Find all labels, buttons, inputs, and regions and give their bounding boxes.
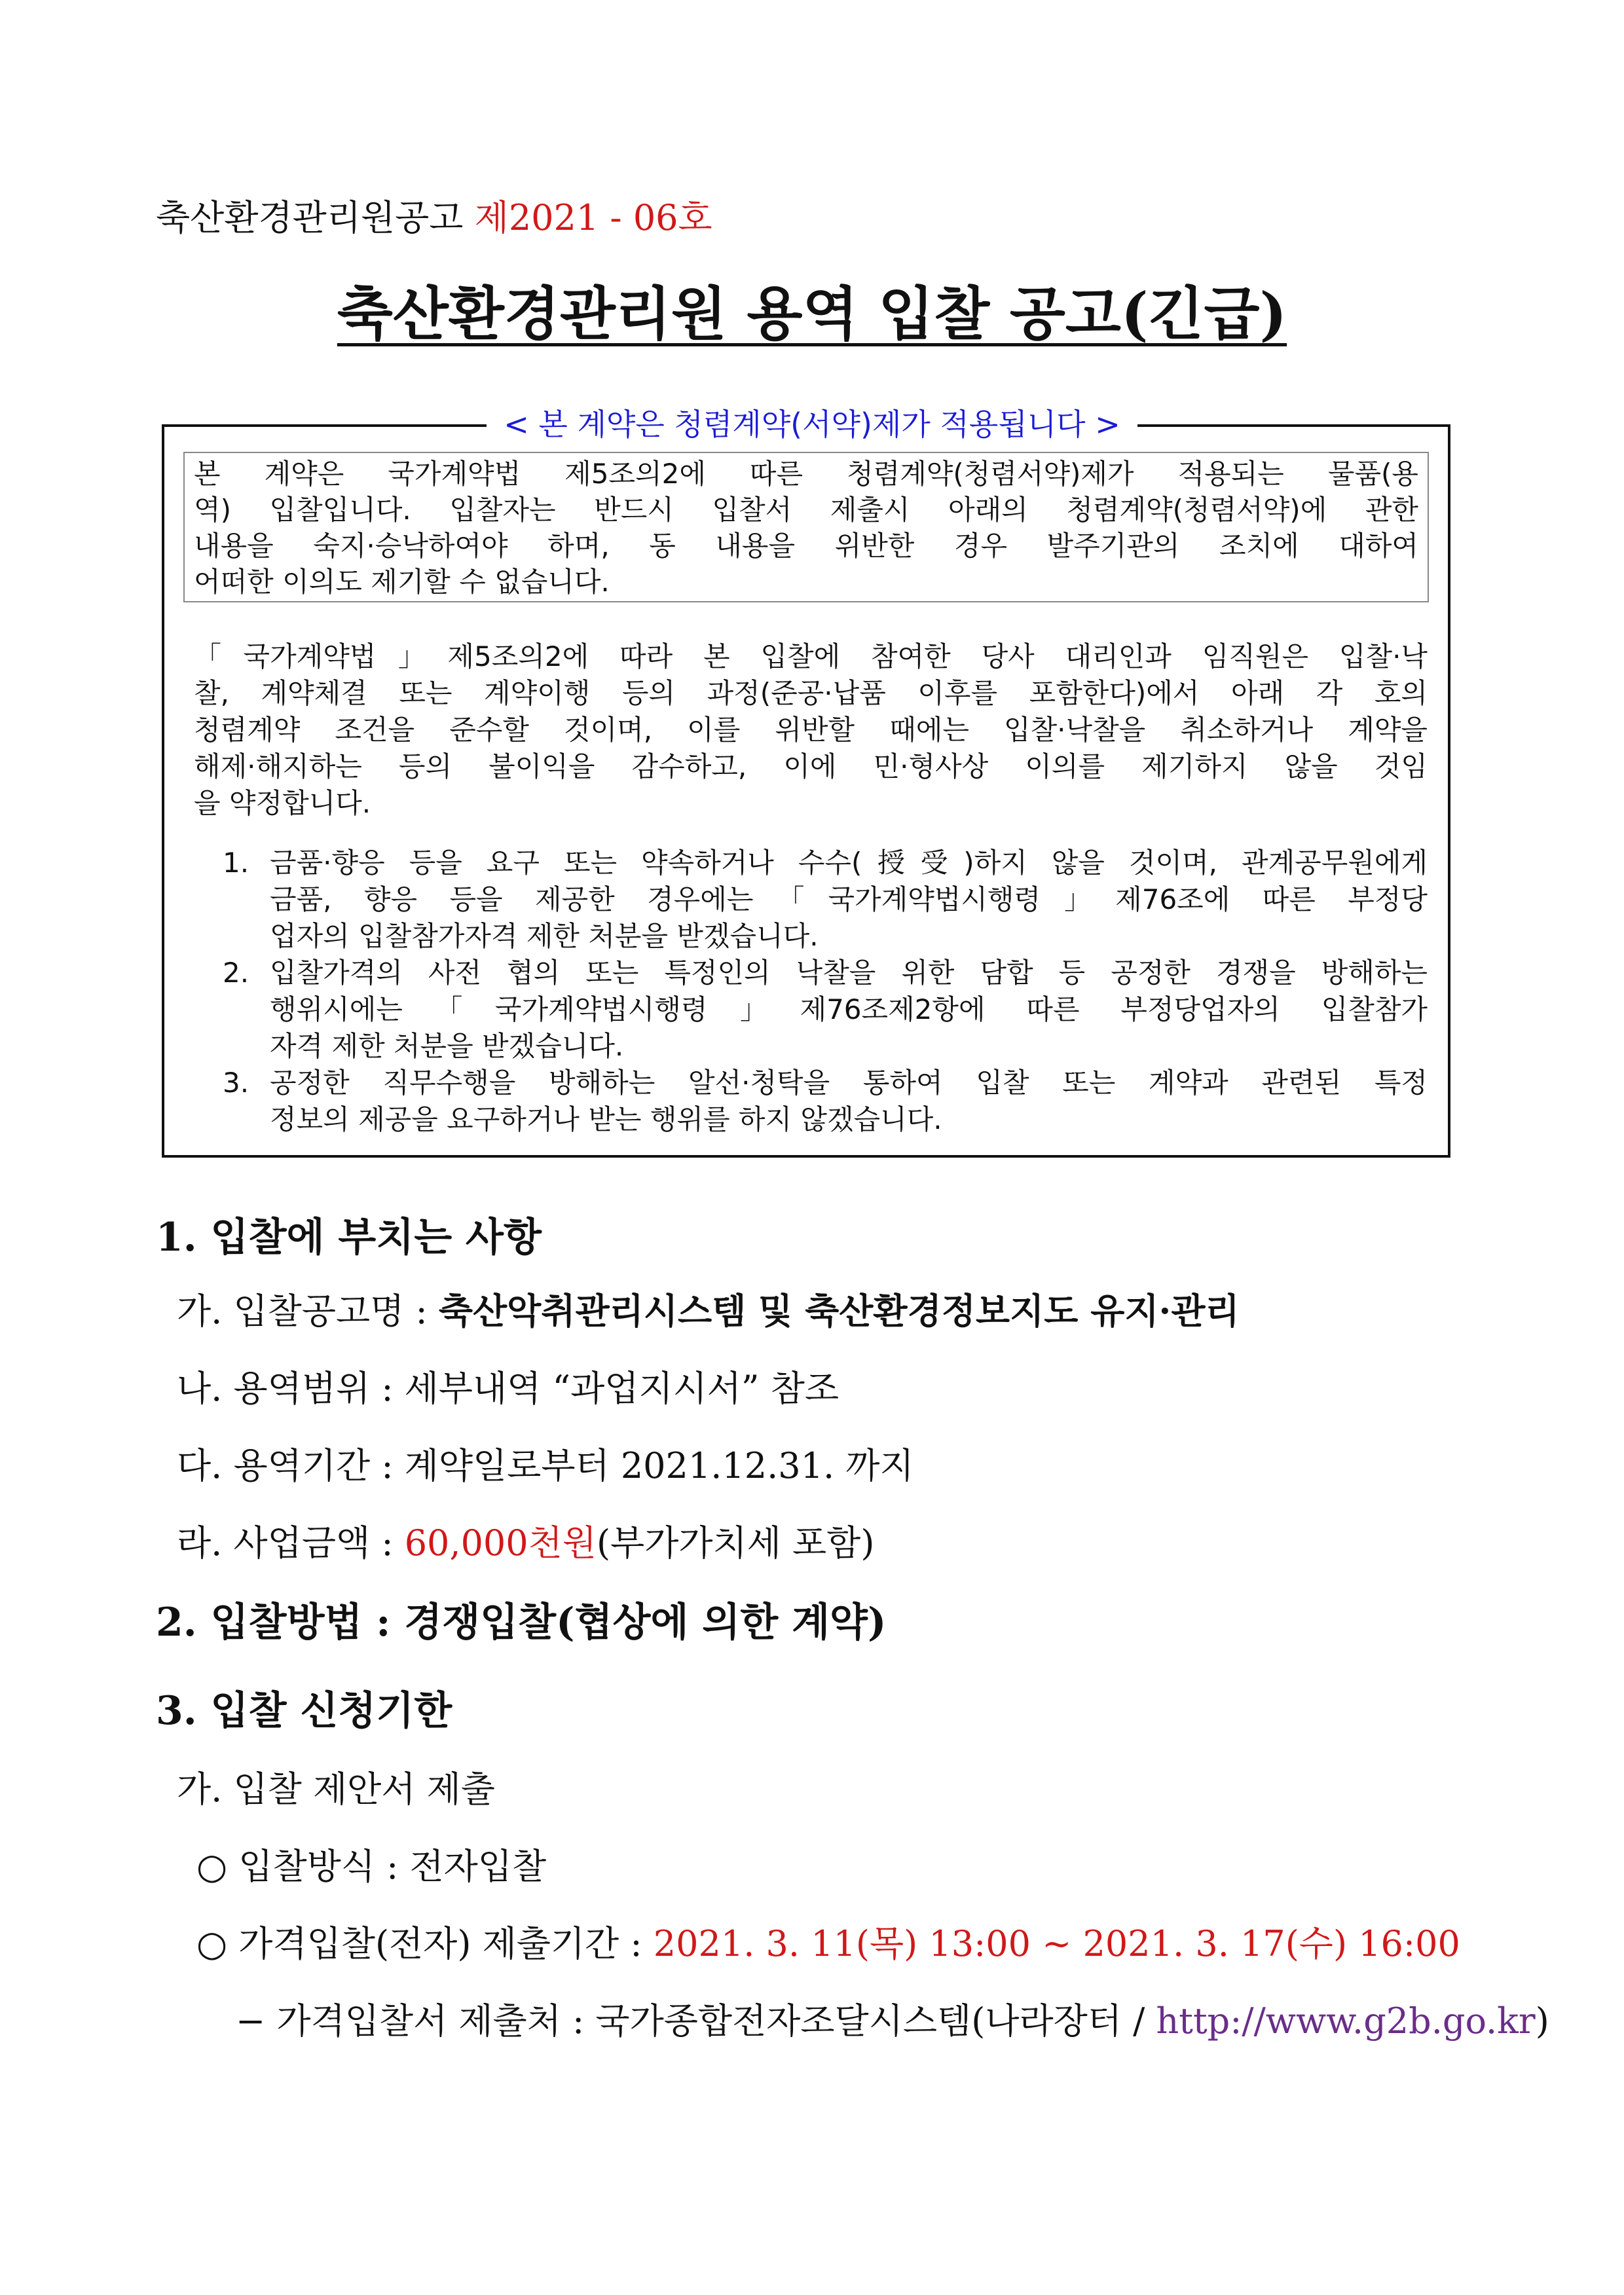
bid-period-value: 2021. 3. 11(목) 13:00 ~ 2021. 3. 17(수) 16:00 (653, 1923, 1460, 1964)
item-line: 입찰가격의 사전 협의 또는 특정인의 낙찰을 위한 담합 등 공정한 경쟁을 방해하는 (270, 957, 1428, 989)
item-line: 정보의 제공을 요구하거나 받는 행위를 하지 않겠습니다. (270, 1103, 942, 1135)
proposal-submission-line: 가. 입찰 제안서 제출 (177, 1769, 495, 1810)
pledge-item-3 (223, 1065, 1428, 1138)
item-number: 3. (223, 1067, 249, 1099)
bid-title-label: 가. 입찰공고명 : (177, 1291, 428, 1332)
body-line: 「국가계약법」제5조의2에 따라 본 입찰에 참여한 당사 대리인과 임직원은 입찰·낙 (194, 640, 1428, 672)
submission-site-close: ) (1535, 2000, 1549, 2042)
body-line: 을 약정합니다. (194, 787, 371, 819)
section-2-heading: 2. 입찰방법 : 경쟁입찰(협상에 의한 계약) (156, 1600, 887, 1645)
service-scope-line: 나. 용역범위 : 세부내역 “과업지시서” 참조 (177, 1368, 840, 1409)
section-3-heading: 3. 입찰 신청기한 (156, 1688, 452, 1734)
intro-line: 역) 입찰입니다. 입찰자는 반드시 입찰서 제출시 아래의 청렴계약(청렴서약)에 관한 (194, 494, 1418, 526)
bid-title-value: 축산악취관리시스템 및 축산환경정보지도 유지·관리 (438, 1290, 1240, 1332)
bid-period-line (196, 1916, 1460, 1966)
announce-number: 제2021 - 06호 (474, 197, 712, 238)
item-line: 공정한 직무수행을 방해하는 알선·청탁을 통하여 입찰 또는 계약과 관련된 특정 (270, 1067, 1428, 1099)
pledge-body (194, 638, 1428, 822)
intro-line: 내용을 숙지·승낙하여야 하며, 동 내용을 위반한 경우 발주기관의 조치에 대하여 (194, 530, 1418, 562)
item-line: 업자의 입찰참가자격 제한 처분을 받겠습니다. (270, 920, 819, 952)
pledge-item-2 (223, 955, 1428, 1065)
pledge-heading-wrap (0, 401, 1624, 444)
service-period-line: 다. 용역기간 : 계약일로부터 2021.12.31. 까지 (177, 1445, 914, 1486)
intro-line: 어떠한 이의도 제기할 수 없습니다. (194, 566, 610, 598)
item-line: 금품, 향응 등을 제공한 경우에는「국가계약법시행령」제76조에 따른 부정당 (270, 883, 1428, 915)
budget-amount: 60,000천원 (404, 1522, 597, 1564)
submission-site-label: − 가격입찰서 제출처 : 국가종합전자조달시스템(나라장터 / (236, 2000, 1145, 2042)
item-line: 행위시에는「국가계약법시행령」제76조제2항에 따른 부정당업자의 입찰참가 (270, 993, 1428, 1025)
body-line: 해제·해지하는 등의 불이익을 감수하고, 이에 민·형사상 이의를 제기하지 않을 것임 (194, 750, 1428, 782)
budget-label: 라. 사업금액 : (177, 1522, 394, 1564)
item-line: 자격 제한 처분을 받겠습니다. (270, 1030, 624, 1062)
bid-period-label: ○ 가격입찰(전자) 제출기간 : (196, 1923, 642, 1964)
pledge-item-1 (223, 845, 1428, 955)
item-line: 금품·향응 등을 요구 또는 약속하거나 수수(授受)하지 않을 것이며, 관계공무원에게 (270, 847, 1428, 879)
budget-note: (부가가치세 포함) (596, 1522, 875, 1564)
g2b-link[interactable]: http://www.g2b.go.kr (1156, 2000, 1536, 2042)
document-title: 축산환경관리원 용역 입찰 공고(긴급) (337, 280, 1287, 348)
pledge-heading: < 본 계약은 청렴계약(서약)제가 적용됩니다 > (487, 407, 1137, 442)
announce-prefix: 축산환경관리원공고 (156, 197, 464, 238)
bid-title-line (177, 1283, 1240, 1334)
intro-line: 본 계약은 국가계약법 제5조의2에 따른 청렴계약(청렴서약)제가 적용되는 물품(용 (194, 458, 1418, 490)
item-number: 2. (223, 957, 249, 989)
body-line: 청렴계약 조건을 준수할 것이며, 이를 위반할 때에는 입찰·낙찰을 취소하거나 계약을 (194, 714, 1428, 746)
budget-line (177, 1515, 874, 1566)
item-number: 1. (223, 847, 249, 879)
submission-site-line (236, 1993, 1549, 2044)
pledge-intro-box (183, 452, 1429, 602)
section-1-heading: 1. 입찰에 부치는 사항 (156, 1215, 542, 1260)
bid-method-line: ○ 입찰방식 : 전자입찰 (196, 1846, 547, 1887)
body-line: 찰, 계약체결 또는 계약이행 등의 과정(준공·납품 이후를 포함한다)에서 아래 각 호의 (194, 677, 1428, 709)
announcement-number (156, 190, 712, 240)
